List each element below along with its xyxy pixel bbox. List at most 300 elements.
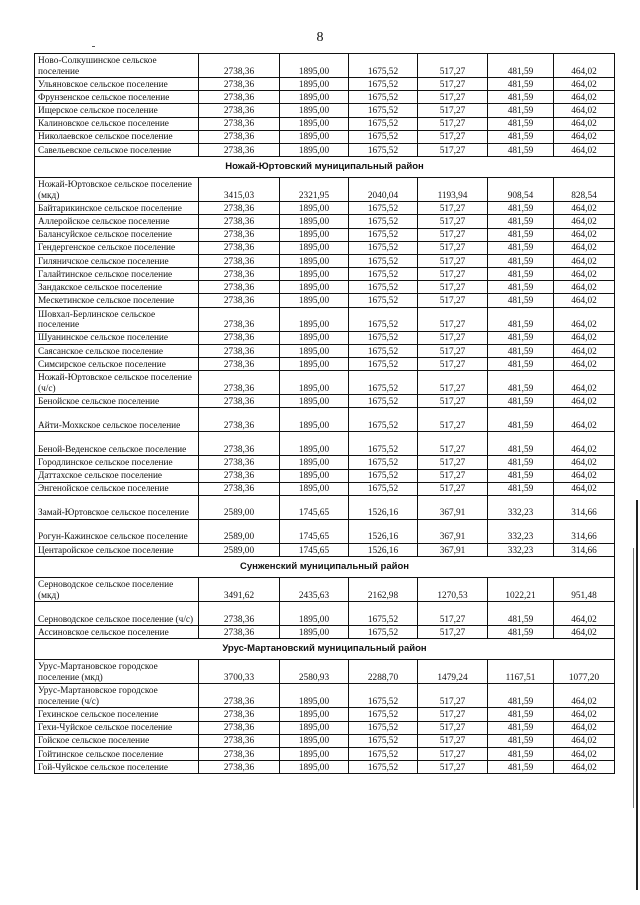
value-cell: 1895,00	[280, 626, 349, 639]
settlement-name-cell: Ассиновское сельское поселение	[35, 626, 199, 639]
value-cell: 1895,00	[280, 761, 349, 774]
value-cell: 1675,52	[349, 734, 418, 747]
value-cell: 1895,00	[280, 684, 349, 708]
settlement-name-cell: Саясанское сельское поселение	[35, 344, 199, 357]
value-cell: 1675,52	[349, 469, 418, 482]
value-cell: 464,02	[554, 143, 615, 156]
value-cell: 517,27	[418, 482, 488, 495]
value-cell: 481,59	[488, 130, 554, 143]
scan-artifact	[92, 46, 95, 47]
value-cell: 1675,52	[349, 684, 418, 708]
value-cell: 464,02	[554, 482, 615, 495]
value-cell: 1895,00	[280, 482, 349, 495]
settlement-name-cell: Савельевское сельское поселение	[35, 143, 199, 156]
value-cell: 1675,52	[349, 130, 418, 143]
value-cell: 908,54	[488, 178, 554, 202]
table-row	[35, 578, 615, 602]
settlement-name-cell: Бенойское сельское поселение	[35, 395, 199, 408]
value-cell: 2738,36	[199, 117, 280, 130]
value-cell: 2738,36	[199, 432, 280, 456]
value-cell: 1675,52	[349, 358, 418, 371]
value-cell: 517,27	[418, 331, 488, 344]
table-row	[35, 178, 615, 202]
value-cell: 1526,16	[349, 495, 418, 519]
value-cell: 314,66	[554, 519, 615, 543]
value-cell: 481,59	[488, 143, 554, 156]
settlement-name-cell: Замай-Юртовское сельское поселение	[35, 495, 199, 519]
page-number: 8	[316, 30, 324, 45]
value-cell: 2738,36	[199, 215, 280, 228]
table-row	[35, 344, 615, 357]
settlement-name-cell: Симсирское сельское поселение	[35, 358, 199, 371]
settlement-name-cell: Балансуйское сельское поселение	[35, 228, 199, 241]
value-cell: 464,02	[554, 395, 615, 408]
value-cell: 1675,52	[349, 91, 418, 104]
value-cell: 2738,36	[199, 78, 280, 91]
table-row	[35, 432, 615, 456]
value-cell: 517,27	[418, 307, 488, 331]
scan-edge-line-inner	[633, 548, 634, 808]
value-cell: 517,27	[418, 143, 488, 156]
value-cell: 2738,36	[199, 104, 280, 117]
value-cell: 2738,36	[199, 734, 280, 747]
value-cell: 2738,36	[199, 202, 280, 215]
value-cell: 1479,24	[418, 660, 488, 684]
value-cell: 1270,53	[418, 578, 488, 602]
value-cell: 2738,36	[199, 469, 280, 482]
table-row	[35, 519, 615, 543]
settlement-name-cell: Урус-Мартановское городское поселение (ч/с)	[35, 684, 199, 708]
table-row	[35, 371, 615, 395]
value-cell: 1675,52	[349, 456, 418, 469]
value-cell: 1675,52	[349, 215, 418, 228]
value-cell: 1675,52	[349, 54, 418, 78]
value-cell: 1895,00	[280, 734, 349, 747]
value-cell: 1675,52	[349, 747, 418, 760]
value-cell: 464,02	[554, 254, 615, 267]
value-cell: 314,66	[554, 495, 615, 519]
value-cell: 1675,52	[349, 371, 418, 395]
value-cell: 2162,98	[349, 578, 418, 602]
value-cell: 517,27	[418, 228, 488, 241]
value-cell: 1895,00	[280, 371, 349, 395]
settlement-name-cell: Гиляничское сельское поселение	[35, 254, 199, 267]
value-cell: 332,23	[488, 519, 554, 543]
value-cell: 2738,36	[199, 344, 280, 357]
section-header-row	[35, 157, 615, 178]
value-cell: 481,59	[488, 747, 554, 760]
value-cell: 1675,52	[349, 602, 418, 626]
value-cell: 464,02	[554, 469, 615, 482]
value-cell: 1675,52	[349, 281, 418, 294]
value-cell: 464,02	[554, 708, 615, 721]
value-cell: 481,59	[488, 432, 554, 456]
settlement-name-cell: Беной-Веденское сельское поселение	[35, 432, 199, 456]
settlement-name-cell: Гехинское сельское поселение	[35, 708, 199, 721]
value-cell: 517,27	[418, 734, 488, 747]
table-row	[35, 395, 615, 408]
settlement-name-cell: Ищерское сельское поселение	[35, 104, 199, 117]
value-cell: 1675,52	[349, 104, 418, 117]
value-cell: 2738,36	[199, 371, 280, 395]
value-cell: 517,27	[418, 469, 488, 482]
value-cell: 2738,36	[199, 761, 280, 774]
value-cell: 517,27	[418, 117, 488, 130]
value-cell: 2738,36	[199, 721, 280, 734]
value-cell: 1895,00	[280, 456, 349, 469]
settlement-name-cell: Гойтинское сельское поселение	[35, 747, 199, 760]
table-body	[35, 54, 615, 774]
section-title: Сунженский муниципальный район	[35, 557, 615, 578]
value-cell: 1895,00	[280, 294, 349, 307]
section-title: Урус-Мартановский муниципальный район	[35, 639, 615, 660]
settlement-name-cell: Зандакское сельское поселение	[35, 281, 199, 294]
value-cell: 464,02	[554, 54, 615, 78]
value-cell: 1675,52	[349, 117, 418, 130]
value-cell: 481,59	[488, 91, 554, 104]
value-cell: 1675,52	[349, 143, 418, 156]
value-cell: 2738,36	[199, 408, 280, 432]
value-cell: 517,27	[418, 395, 488, 408]
value-cell: 2580,93	[280, 660, 349, 684]
value-cell: 1675,52	[349, 307, 418, 331]
value-cell: 464,02	[554, 91, 615, 104]
table-row	[35, 281, 615, 294]
settlement-name-cell: Байтарикинское сельское поселение	[35, 202, 199, 215]
value-cell: 2589,00	[199, 543, 280, 556]
value-cell: 517,27	[418, 408, 488, 432]
value-cell: 1675,52	[349, 432, 418, 456]
value-cell: 464,02	[554, 241, 615, 254]
table-row	[35, 117, 615, 130]
section-header-row	[35, 557, 615, 578]
settlement-name-cell: Гендергенское сельское поселение	[35, 241, 199, 254]
value-cell: 1895,00	[280, 54, 349, 78]
value-cell: 1675,52	[349, 482, 418, 495]
table-row	[35, 660, 615, 684]
value-cell: 1895,00	[280, 281, 349, 294]
table-row	[35, 254, 615, 267]
settlement-name-cell: Центаройское сельское поселение	[35, 543, 199, 556]
table-row	[35, 307, 615, 331]
value-cell: 1895,00	[280, 395, 349, 408]
value-cell: 464,02	[554, 104, 615, 117]
value-cell: 1895,00	[280, 602, 349, 626]
value-cell: 1675,52	[349, 202, 418, 215]
table-row	[35, 495, 615, 519]
value-cell: 332,23	[488, 495, 554, 519]
value-cell: 2288,70	[349, 660, 418, 684]
value-cell: 481,59	[488, 469, 554, 482]
table-row	[35, 91, 615, 104]
table-row	[35, 331, 615, 344]
value-cell: 517,27	[418, 254, 488, 267]
scan-edge-line	[636, 500, 638, 890]
value-cell: 2435,63	[280, 578, 349, 602]
value-cell: 2738,36	[199, 228, 280, 241]
value-cell: 1895,00	[280, 344, 349, 357]
value-cell: 481,59	[488, 104, 554, 117]
value-cell: 1895,00	[280, 117, 349, 130]
value-cell: 517,27	[418, 761, 488, 774]
section-title: Ножай-Юртовский муниципальный район	[35, 157, 615, 178]
value-cell: 517,27	[418, 344, 488, 357]
settlement-name-cell: Шовхал-Берлинское сельское поселение	[35, 307, 199, 331]
table-row	[35, 721, 615, 734]
value-cell: 464,02	[554, 344, 615, 357]
value-cell: 951,48	[554, 578, 615, 602]
value-cell: 1675,52	[349, 78, 418, 91]
value-cell: 1895,00	[280, 202, 349, 215]
value-cell: 481,59	[488, 456, 554, 469]
table-row	[35, 104, 615, 117]
settlement-name-cell: Гой-Чуйское сельское поселение	[35, 761, 199, 774]
value-cell: 2321,95	[280, 178, 349, 202]
value-cell: 481,59	[488, 215, 554, 228]
table-row	[35, 268, 615, 281]
value-cell: 464,02	[554, 602, 615, 626]
settlement-name-cell: Мескетинское сельское поселение	[35, 294, 199, 307]
value-cell: 1675,52	[349, 408, 418, 432]
value-cell: 1022,21	[488, 578, 554, 602]
value-cell: 1675,52	[349, 228, 418, 241]
value-cell: 481,59	[488, 241, 554, 254]
table-row	[35, 294, 615, 307]
settlement-name-cell: Серноводское сельское поселение (мкд)	[35, 578, 199, 602]
settlement-name-cell: Гойское сельское поселение	[35, 734, 199, 747]
table-row	[35, 543, 615, 556]
value-cell: 2589,00	[199, 519, 280, 543]
value-cell: 2738,36	[199, 307, 280, 331]
value-cell: 464,02	[554, 281, 615, 294]
value-cell: 2040,04	[349, 178, 418, 202]
value-cell: 464,02	[554, 268, 615, 281]
settlement-name-cell: Айти-Мохкское сельское поселение	[35, 408, 199, 432]
value-cell: 481,59	[488, 708, 554, 721]
value-cell: 2738,36	[199, 747, 280, 760]
table-row	[35, 130, 615, 143]
value-cell: 481,59	[488, 117, 554, 130]
value-cell: 481,59	[488, 395, 554, 408]
value-cell: 2738,36	[199, 268, 280, 281]
value-cell: 1895,00	[280, 307, 349, 331]
value-cell: 1895,00	[280, 358, 349, 371]
value-cell: 2738,36	[199, 602, 280, 626]
value-cell: 517,27	[418, 721, 488, 734]
value-cell: 1077,20	[554, 660, 615, 684]
table-row	[35, 456, 615, 469]
settlement-name-cell: Гехи-Чуйское сельское поселение	[35, 721, 199, 734]
value-cell: 464,02	[554, 228, 615, 241]
table-row	[35, 358, 615, 371]
value-cell: 464,02	[554, 117, 615, 130]
value-cell: 481,59	[488, 734, 554, 747]
value-cell: 1675,52	[349, 254, 418, 267]
value-cell: 517,27	[418, 294, 488, 307]
value-cell: 1895,00	[280, 268, 349, 281]
value-cell: 481,59	[488, 202, 554, 215]
value-cell: 481,59	[488, 331, 554, 344]
settlement-name-cell: Галайтинское сельское поселение	[35, 268, 199, 281]
value-cell: 464,02	[554, 761, 615, 774]
value-cell: 3415,03	[199, 178, 280, 202]
value-cell: 1526,16	[349, 519, 418, 543]
table-row	[35, 469, 615, 482]
value-cell: 2738,36	[199, 456, 280, 469]
table-row	[35, 202, 615, 215]
value-cell: 464,02	[554, 358, 615, 371]
settlement-name-cell: Ульяновское сельское поселение	[35, 78, 199, 91]
value-cell: 481,59	[488, 358, 554, 371]
value-cell: 332,23	[488, 543, 554, 556]
value-cell: 464,02	[554, 294, 615, 307]
value-cell: 1193,94	[418, 178, 488, 202]
table-row	[35, 408, 615, 432]
value-cell: 481,59	[488, 371, 554, 395]
settlement-name-cell: Рогун-Кажинское сельское поселение	[35, 519, 199, 543]
value-cell: 464,02	[554, 684, 615, 708]
value-cell: 517,27	[418, 708, 488, 721]
value-cell: 481,59	[488, 78, 554, 91]
value-cell: 1675,52	[349, 294, 418, 307]
value-cell: 517,27	[418, 268, 488, 281]
value-cell: 464,02	[554, 734, 615, 747]
value-cell: 1895,00	[280, 254, 349, 267]
value-cell: 481,59	[488, 254, 554, 267]
value-cell: 1745,65	[280, 543, 349, 556]
value-cell: 1167,51	[488, 660, 554, 684]
value-cell: 2738,36	[199, 395, 280, 408]
value-cell: 481,59	[488, 281, 554, 294]
value-cell: 1895,00	[280, 91, 349, 104]
value-cell: 2738,36	[199, 91, 280, 104]
value-cell: 481,59	[488, 228, 554, 241]
settlement-name-cell: Энгенойское сельское поселение	[35, 482, 199, 495]
value-cell: 1895,00	[280, 469, 349, 482]
value-cell: 517,27	[418, 130, 488, 143]
table-row	[35, 602, 615, 626]
value-cell: 1895,00	[280, 78, 349, 91]
value-cell: 367,91	[418, 543, 488, 556]
value-cell: 1675,52	[349, 626, 418, 639]
value-cell: 1526,16	[349, 543, 418, 556]
value-cell: 1895,00	[280, 130, 349, 143]
section-header-row	[35, 639, 615, 660]
value-cell: 2738,36	[199, 684, 280, 708]
table-row	[35, 747, 615, 760]
value-cell: 1895,00	[280, 721, 349, 734]
settlement-name-cell: Даттахское сельское поселение	[35, 469, 199, 482]
value-cell: 481,59	[488, 307, 554, 331]
value-cell: 481,59	[488, 268, 554, 281]
value-cell: 1745,65	[280, 495, 349, 519]
value-cell: 1895,00	[280, 104, 349, 117]
settlement-name-cell: Николаевское сельское поселение	[35, 130, 199, 143]
value-cell: 481,59	[488, 344, 554, 357]
value-cell: 1895,00	[280, 215, 349, 228]
value-cell: 517,27	[418, 54, 488, 78]
value-cell: 1745,65	[280, 519, 349, 543]
table-row	[35, 241, 615, 254]
value-cell: 1675,52	[349, 761, 418, 774]
value-cell: 517,27	[418, 456, 488, 469]
table-row	[35, 734, 615, 747]
value-cell: 481,59	[488, 294, 554, 307]
value-cell: 1895,00	[280, 747, 349, 760]
value-cell: 464,02	[554, 456, 615, 469]
value-cell: 517,27	[418, 747, 488, 760]
value-cell: 314,66	[554, 543, 615, 556]
value-cell: 1895,00	[280, 241, 349, 254]
value-cell: 3700,33	[199, 660, 280, 684]
value-cell: 517,27	[418, 371, 488, 395]
value-cell: 3491,62	[199, 578, 280, 602]
tariff-table	[34, 53, 615, 774]
settlement-name-cell: Городлинское сельское поселение	[35, 456, 199, 469]
value-cell: 517,27	[418, 241, 488, 254]
table-row	[35, 228, 615, 241]
value-cell: 517,27	[418, 202, 488, 215]
settlement-name-cell: Шуанинское сельское поселение	[35, 331, 199, 344]
value-cell: 1675,52	[349, 395, 418, 408]
value-cell: 464,02	[554, 331, 615, 344]
value-cell: 828,54	[554, 178, 615, 202]
value-cell: 517,27	[418, 602, 488, 626]
table-row	[35, 684, 615, 708]
table-row	[35, 482, 615, 495]
settlement-name-cell: Ножай-Юртовское сельское поселение (ч/с)	[35, 371, 199, 395]
settlement-name-cell: Серноводское сельское поселение (ч/с)	[35, 602, 199, 626]
value-cell: 2589,00	[199, 495, 280, 519]
value-cell: 517,27	[418, 358, 488, 371]
value-cell: 1895,00	[280, 708, 349, 721]
value-cell: 2738,36	[199, 54, 280, 78]
value-cell: 517,27	[418, 78, 488, 91]
value-cell: 464,02	[554, 721, 615, 734]
value-cell: 1675,52	[349, 344, 418, 357]
value-cell: 1895,00	[280, 331, 349, 344]
value-cell: 464,02	[554, 78, 615, 91]
value-cell: 481,59	[488, 602, 554, 626]
value-cell: 1675,52	[349, 721, 418, 734]
value-cell: 1895,00	[280, 228, 349, 241]
value-cell: 517,27	[418, 215, 488, 228]
value-cell: 481,59	[488, 761, 554, 774]
value-cell: 2738,36	[199, 331, 280, 344]
settlement-name-cell: Ново-Солкушинское сельское поселение	[35, 54, 199, 78]
value-cell: 517,27	[418, 91, 488, 104]
value-cell: 464,02	[554, 215, 615, 228]
value-cell: 517,27	[418, 626, 488, 639]
value-cell: 464,02	[554, 202, 615, 215]
value-cell: 2738,36	[199, 358, 280, 371]
value-cell: 1675,52	[349, 708, 418, 721]
value-cell: 517,27	[418, 684, 488, 708]
value-cell: 481,59	[488, 408, 554, 432]
table-row	[35, 708, 615, 721]
value-cell: 517,27	[418, 281, 488, 294]
value-cell: 481,59	[488, 626, 554, 639]
value-cell: 481,59	[488, 684, 554, 708]
value-cell: 367,91	[418, 519, 488, 543]
value-cell: 464,02	[554, 432, 615, 456]
value-cell: 2738,36	[199, 130, 280, 143]
value-cell: 464,02	[554, 747, 615, 760]
value-cell: 464,02	[554, 408, 615, 432]
value-cell: 367,91	[418, 495, 488, 519]
settlement-name-cell: Урус-Мартановское городское поселение (мкд)	[35, 660, 199, 684]
value-cell: 2738,36	[199, 254, 280, 267]
